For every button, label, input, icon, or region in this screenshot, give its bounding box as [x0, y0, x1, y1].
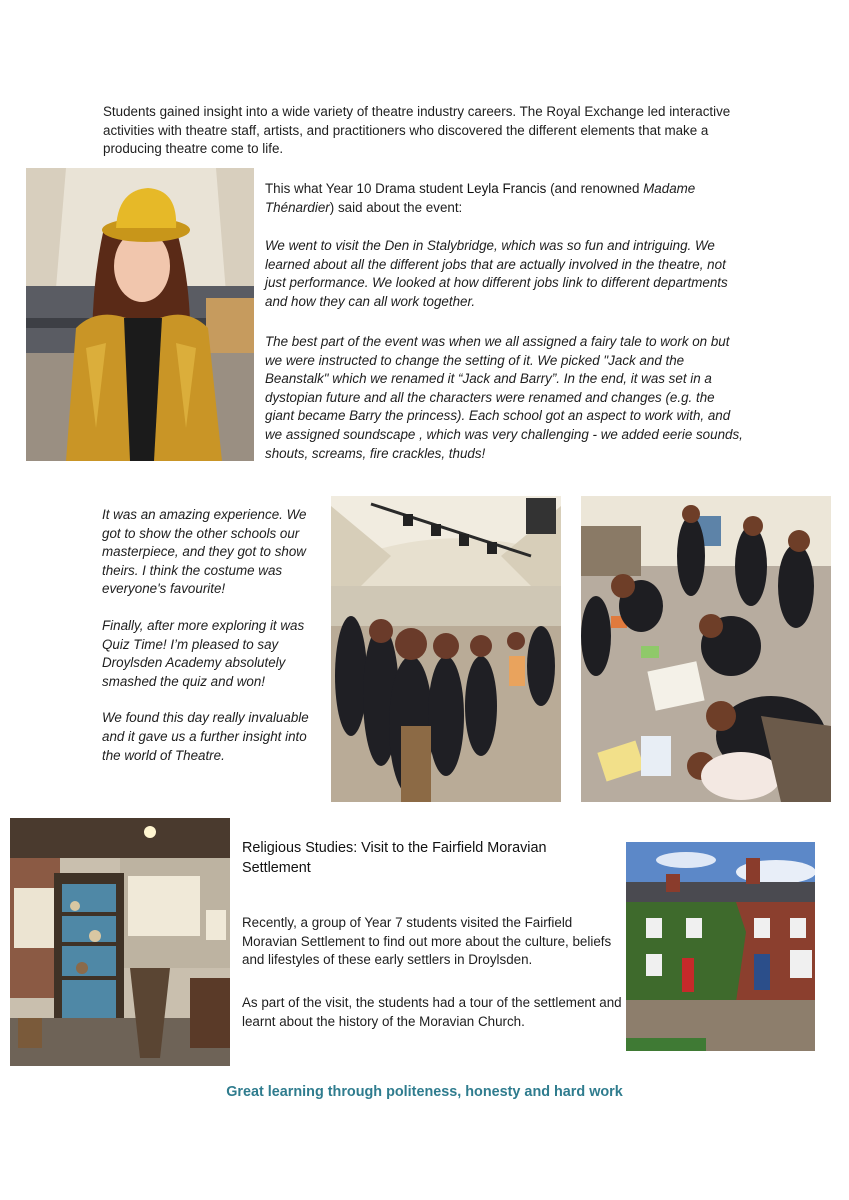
quote-paragraph-2: The best part of the event was when we all assigned a fairy tale to work on but we were instructed to change the setting of it. We picked "Jack and the Beanstalk" which we renamed it “Jack and Barry”. In the end, it was set in a dystopian future and all the characters were renamed and changes (e.g. the giant became Barry the princess). Each school got an aspect to work with, and we assigned soundscape , which was very challenging - we added eerie sounds, shouts, screams, fire crackles, thuds! — [265, 334, 743, 461]
photo-moravian-settlement-houses — [626, 842, 815, 1051]
photo-student-gold-costume — [26, 168, 254, 461]
religious-studies-heading: Religious Studies: Visit to the Fairfield Moravian Settlement — [242, 840, 547, 876]
student-name: Leyla Francis — [466, 181, 547, 196]
quote-intro-after: ) said about the event: — [329, 199, 463, 215]
religious-studies-paragraph-1: Recently, a group of Year 7 students visited the Fairfield Moravian Settlement to find out more about the culture, beliefs and lifestyles of these early settlers in Droylsden. — [242, 915, 612, 968]
school-motto: Great learning through politeness, honesty and hard work — [226, 1084, 623, 1100]
quote-intro-middle: (and renowned — [546, 181, 644, 196]
quote-paragraph-5: We found this day really invaluable and it gave us a further insight into the world of Theatre. — [102, 710, 309, 763]
theatre-intro: Students gained insight into a wide variety of theatre industry careers. The Royal Exchange led interactive activities with theatre staff, artists, and practitioners who discovered the different elements that make a producing theatre come to life. — [103, 104, 731, 157]
quote-paragraph-3: It was an amazing experience. We got to show the other schools our masterpiece, and they got to show theirs. I think the costume was everyone's favourite! — [102, 507, 307, 597]
photo-students-group-work — [581, 496, 831, 802]
photo-moravian-museum-interior — [10, 818, 230, 1066]
quote-paragraph-1: We went to visit the Den in Stalybridge, which was so fun and intriguing. We learned about all the different jobs that are actually involved in the theatre, not just performance. We looked at how different jobs link to different departments and how they can all work together. — [265, 238, 728, 309]
photo-students-performance — [331, 496, 561, 802]
religious-studies-paragraph-2: As part of the visit, the students had a tour of the settlement and learnt about the history of the Moravian Church. — [242, 995, 622, 1029]
quote-introduction — [265, 180, 745, 217]
role-name: Madame Thénardier — [265, 181, 696, 215]
quote-intro-before: This what Year 10 Drama student — [265, 181, 467, 196]
quote-paragraph-4: Finally, after more exploring it was Quiz Time! I’m pleased to say Droylsden Academy absolutely smashed the quiz and won! — [102, 617, 305, 689]
quote-continuation — [102, 506, 327, 765]
